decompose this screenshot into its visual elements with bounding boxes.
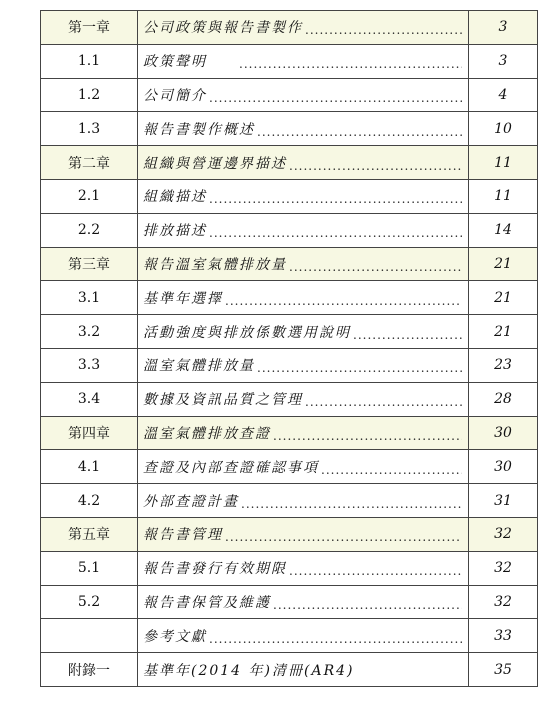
toc-title: 活動強度與排放係數選用說明	[143, 324, 351, 341]
toc-page-number: 10	[469, 112, 538, 146]
toc-title-cell	[138, 348, 469, 382]
toc-page-number: 33	[469, 619, 538, 653]
toc-number: 2.2	[41, 213, 138, 247]
toc-title-cell	[138, 450, 469, 484]
toc-leader-dots	[273, 598, 462, 612]
toc-title: 報告溫室氣體排放量	[143, 256, 287, 273]
toc-chapter-row	[41, 146, 538, 180]
toc-section-row	[41, 653, 538, 687]
toc-leader-dots	[353, 328, 462, 342]
toc-title-line	[138, 85, 468, 105]
toc-title-cell	[138, 281, 469, 315]
toc-leader-dots	[241, 497, 462, 511]
toc-title-line	[138, 186, 468, 206]
toc-section-row	[41, 585, 538, 619]
toc-page-number: 35	[469, 653, 538, 687]
toc-page-number: 30	[469, 416, 538, 450]
toc-title: 組織與營運邊界描述	[143, 155, 287, 172]
toc-leader-dots	[239, 57, 462, 71]
toc-number: 附錄一	[41, 653, 138, 687]
toc-title: 公司政策與報告書製作	[143, 20, 303, 37]
toc-page-number: 3	[469, 11, 538, 45]
toc-title-line	[138, 626, 468, 646]
toc-number: 3.1	[41, 281, 138, 315]
toc-title-line	[138, 558, 468, 578]
toc-section-row	[41, 213, 538, 247]
toc-number: 1.1	[41, 44, 138, 78]
toc-title: 外部查證計畫	[143, 493, 239, 510]
toc-leader-dots	[209, 632, 462, 646]
toc-number: 3.4	[41, 382, 138, 416]
toc-page-number: 23	[469, 348, 538, 382]
toc-title: 公司簡介	[143, 87, 207, 104]
toc-page-number: 21	[469, 281, 538, 315]
toc-number: 第二章	[41, 146, 138, 180]
toc-section-row	[41, 78, 538, 112]
toc-title-cell	[138, 484, 469, 518]
toc-title-cell	[138, 619, 469, 653]
toc-chapter-row	[41, 416, 538, 450]
toc-page-number: 21	[469, 247, 538, 281]
toc-title-cell	[138, 78, 469, 112]
toc-chapter-row	[41, 517, 538, 551]
toc-title: 溫室氣體排放量	[143, 358, 255, 375]
toc-leader-dots	[209, 192, 462, 206]
toc-title-cell	[138, 247, 469, 281]
toc-title-line	[138, 119, 468, 139]
toc-number: 第三章	[41, 247, 138, 281]
toc-body	[41, 11, 538, 687]
toc-leader-dots	[257, 361, 462, 375]
toc-leader-dots	[321, 463, 462, 477]
toc-title-line	[138, 660, 468, 680]
toc-number: 5.1	[41, 551, 138, 585]
toc-title-line	[138, 254, 468, 274]
toc-title: 基準年(2014 年)清冊(AR4)	[143, 662, 355, 679]
toc-section-row	[41, 348, 538, 382]
toc-title-line	[138, 288, 468, 308]
toc-title-cell	[138, 11, 469, 45]
toc-section-row	[41, 450, 538, 484]
toc-page-number: 31	[469, 484, 538, 518]
toc-title: 組織描述	[143, 189, 207, 206]
toc-leader-dots	[305, 23, 462, 37]
toc-page-number: 21	[469, 315, 538, 349]
toc-page-number: 3	[469, 44, 538, 78]
toc-number: 4.2	[41, 484, 138, 518]
toc-title: 基準年選擇	[143, 290, 223, 307]
toc-number: 1.3	[41, 112, 138, 146]
toc-leader-dots	[289, 260, 462, 274]
toc-title: 參考文獻	[143, 628, 207, 645]
toc-title-line	[138, 423, 468, 443]
toc-title-line	[138, 17, 468, 37]
toc-section-row	[41, 112, 538, 146]
toc-leader-dots	[209, 226, 462, 240]
toc-title-line	[138, 389, 468, 409]
toc-title-line	[138, 153, 468, 173]
toc-title-line	[138, 220, 468, 240]
toc-title-cell	[138, 585, 469, 619]
toc-number: 3.2	[41, 315, 138, 349]
toc-title-cell	[138, 416, 469, 450]
toc-section-row	[41, 484, 538, 518]
toc-section-row	[41, 315, 538, 349]
toc-title: 報告書製作概述	[143, 121, 255, 138]
toc-leader-dots	[209, 91, 462, 105]
toc-page-number: 32	[469, 551, 538, 585]
toc-page-number: 4	[469, 78, 538, 112]
toc-leader-dots	[289, 564, 462, 578]
toc-title-cell	[138, 653, 469, 687]
toc-leader-dots	[257, 125, 462, 139]
toc-title: 報告書發行有效期限	[143, 561, 287, 578]
toc-page-number: 14	[469, 213, 538, 247]
toc-title-line	[138, 457, 468, 477]
toc-title-cell	[138, 146, 469, 180]
toc-chapter-row	[41, 247, 538, 281]
toc-leader-dots	[273, 429, 462, 443]
toc-number	[41, 619, 138, 653]
toc-section-row	[41, 179, 538, 213]
toc-section-row	[41, 382, 538, 416]
toc-title-line	[138, 491, 468, 511]
toc-title-line	[138, 592, 468, 612]
toc-title-cell	[138, 382, 469, 416]
toc-title: 報告書保管及維護	[143, 594, 271, 611]
toc-title-cell	[138, 112, 469, 146]
toc-page-number: 28	[469, 382, 538, 416]
toc-leader-dots	[305, 395, 462, 409]
toc-title-line	[138, 355, 468, 375]
toc-number: 第一章	[41, 11, 138, 45]
toc-number: 第五章	[41, 517, 138, 551]
toc-title-cell	[138, 179, 469, 213]
toc-leader-dots	[225, 530, 462, 544]
toc-section-row	[41, 281, 538, 315]
toc-title-cell	[138, 551, 469, 585]
toc-page-number: 30	[469, 450, 538, 484]
toc-title: 報告書管理	[143, 527, 223, 544]
toc-title: 查證及內部查證確認事項	[143, 459, 319, 476]
toc-page-number: 32	[469, 517, 538, 551]
toc-number: 第四章	[41, 416, 138, 450]
table-of-contents	[40, 10, 538, 687]
toc-page-number: 32	[469, 585, 538, 619]
toc-chapter-row	[41, 11, 538, 45]
toc-section-row	[41, 551, 538, 585]
toc-title-line	[138, 322, 468, 342]
toc-title: 數據及資訊品質之管理	[143, 392, 303, 409]
toc-page-number: 11	[469, 146, 538, 180]
toc-number: 1.2	[41, 78, 138, 112]
toc-number: 2.1	[41, 179, 138, 213]
toc-title-cell	[138, 44, 469, 78]
toc-section-row	[41, 619, 538, 653]
toc-number: 3.3	[41, 348, 138, 382]
toc-title: 溫室氣體排放查證	[143, 425, 271, 442]
toc-leader-dots	[289, 159, 462, 173]
toc-section-row	[41, 44, 538, 78]
toc-number: 5.2	[41, 585, 138, 619]
toc-title-cell	[138, 315, 469, 349]
toc-leader-dots	[225, 294, 462, 308]
toc-title-cell	[138, 213, 469, 247]
toc-title-cell	[138, 517, 469, 551]
toc-title-line	[138, 524, 468, 544]
toc-title: 排放描述	[143, 223, 207, 240]
toc-number: 4.1	[41, 450, 138, 484]
toc-page-number: 11	[469, 179, 538, 213]
toc-title: 政策聲明	[143, 54, 207, 71]
toc-title-line	[138, 51, 468, 71]
